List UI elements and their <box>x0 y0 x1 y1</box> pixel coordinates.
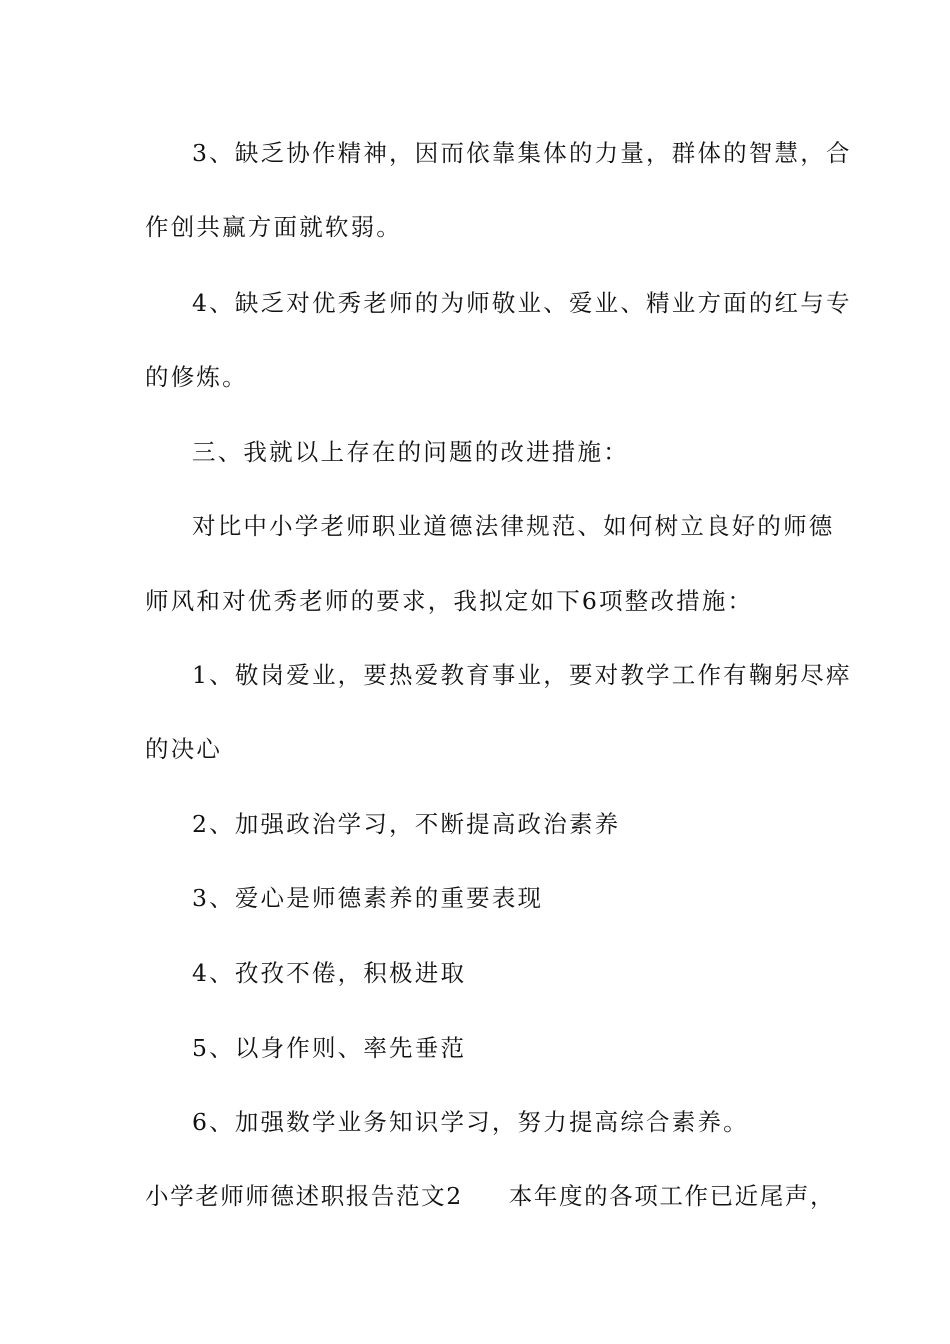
next-section-line <box>145 1181 835 1211</box>
section-heading: 三、我就以上存在的问题的改进措施： <box>192 438 629 466</box>
paragraph-line: 的修炼。 <box>145 363 248 391</box>
paragraph-line: 对比中小学老师职业道德法律规范、如何树立良好的师德 <box>192 512 835 540</box>
paragraph-line: 4、缺乏对优秀老师的为师敬业、爱业、精业方面的红与专 <box>192 289 852 317</box>
paragraph-line: 师风和对优秀老师的要求，我拟定如下6项整改措施： <box>145 587 754 615</box>
list-item: 5、以身作则、率先垂范 <box>192 1034 467 1062</box>
paragraph-line: 作创共赢方面就软弱。 <box>145 213 402 241</box>
report-opening-text: 本年度的各项工作已近尾声， <box>508 1182 836 1210</box>
paragraph-line: 的决心 <box>145 735 223 763</box>
paragraph-line: 3、缺乏协作精神，因而依靠集体的力量，群体的智慧，合 <box>192 139 852 167</box>
list-item: 3、爱心是师德素养的重要表现 <box>192 884 544 912</box>
list-item: 1、敬岗爱业，要热爱教育事业，要对教学工作有鞠躬尽瘁 <box>192 661 852 689</box>
report-heading: 小学老师师德述职报告范文2 <box>145 1182 463 1210</box>
list-item: 4、孜孜不倦，积极进取 <box>192 959 467 987</box>
list-item: 6、加强数学业务知识学习，努力提高综合素养。 <box>192 1108 749 1136</box>
list-item: 2、加强政治学习，不断提高政治素养 <box>192 810 621 838</box>
